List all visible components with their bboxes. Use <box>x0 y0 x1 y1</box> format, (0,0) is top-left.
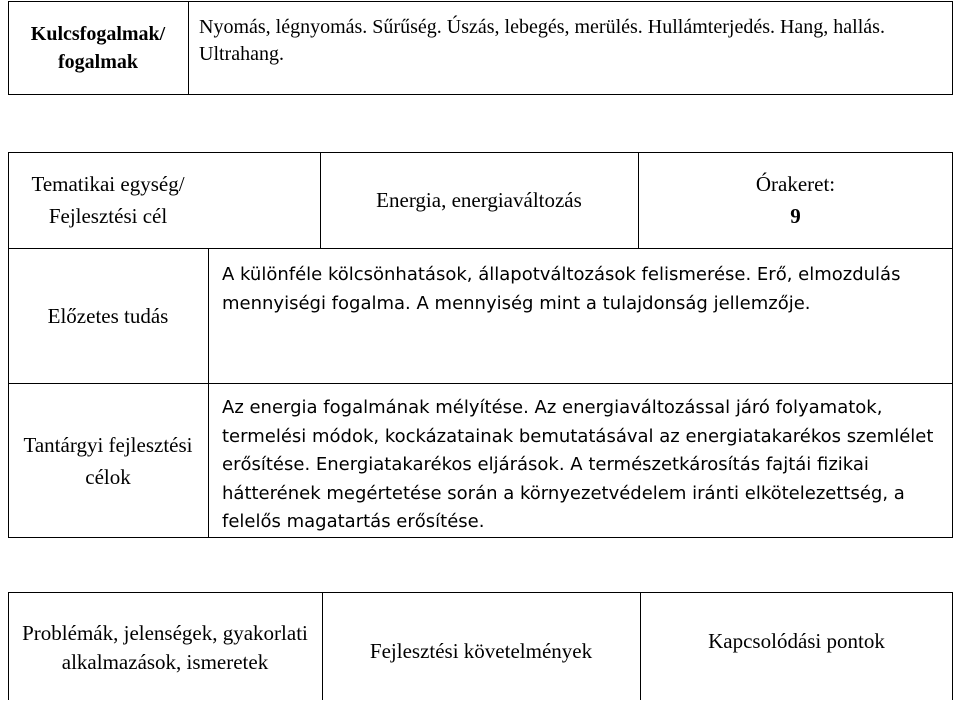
development-goals-text: Az energia fogalmának mélyítése. Az energiaváltozással járó folyamatok, termelési módok, kockázatainak bemutatásával az energiatakarékos szemlélet erősítése. Energiatakarékos eljárások. A természetkárosítás fajtái fizikai hátterének megértetése során a környezetvédelem iránti elkötelezettség, a felelős magatartás erősítése. <box>222 397 934 532</box>
column-header-connections: Kapcsolódási pontok <box>708 628 885 653</box>
keywords-label: Kulcsfogalmak/ fogalmak <box>30 23 166 73</box>
column-header-requirements: Fejlesztési követelmények <box>369 638 593 663</box>
column-header-problems: Problémák, jelenségek, gyakorlati alkalmazások, ismeretek <box>22 621 308 674</box>
hours-label: Órakeret: <box>755 172 836 196</box>
topic-unit-title: Energia, energiaváltozás <box>376 188 582 212</box>
keywords-content: Nyomás, légnyomás. Sűrűség. Úszás, lebegés, merülés. Hullámterjedés. Hang, hallás. Ultrahang. <box>199 16 885 65</box>
development-goals-label: Tantárgyi fejlesztési célok <box>23 432 193 489</box>
keywords-divider <box>188 1 189 95</box>
prior-knowledge-text: A különféle kölcsönhatások, állapotváltozások felismerése. Erő, elmozdulás mennyiségi fogalma. A mennyiség mint a tulajdonság jellemzője. <box>222 264 901 314</box>
prior-knowledge-label: Előzetes tudás <box>47 303 169 328</box>
topic-unit-label: Tematikai egység/ Fejlesztési cél <box>31 172 185 228</box>
hours-cell <box>638 152 953 248</box>
hours-value: 9 <box>790 204 801 228</box>
topic-col-divider <box>208 248 209 538</box>
